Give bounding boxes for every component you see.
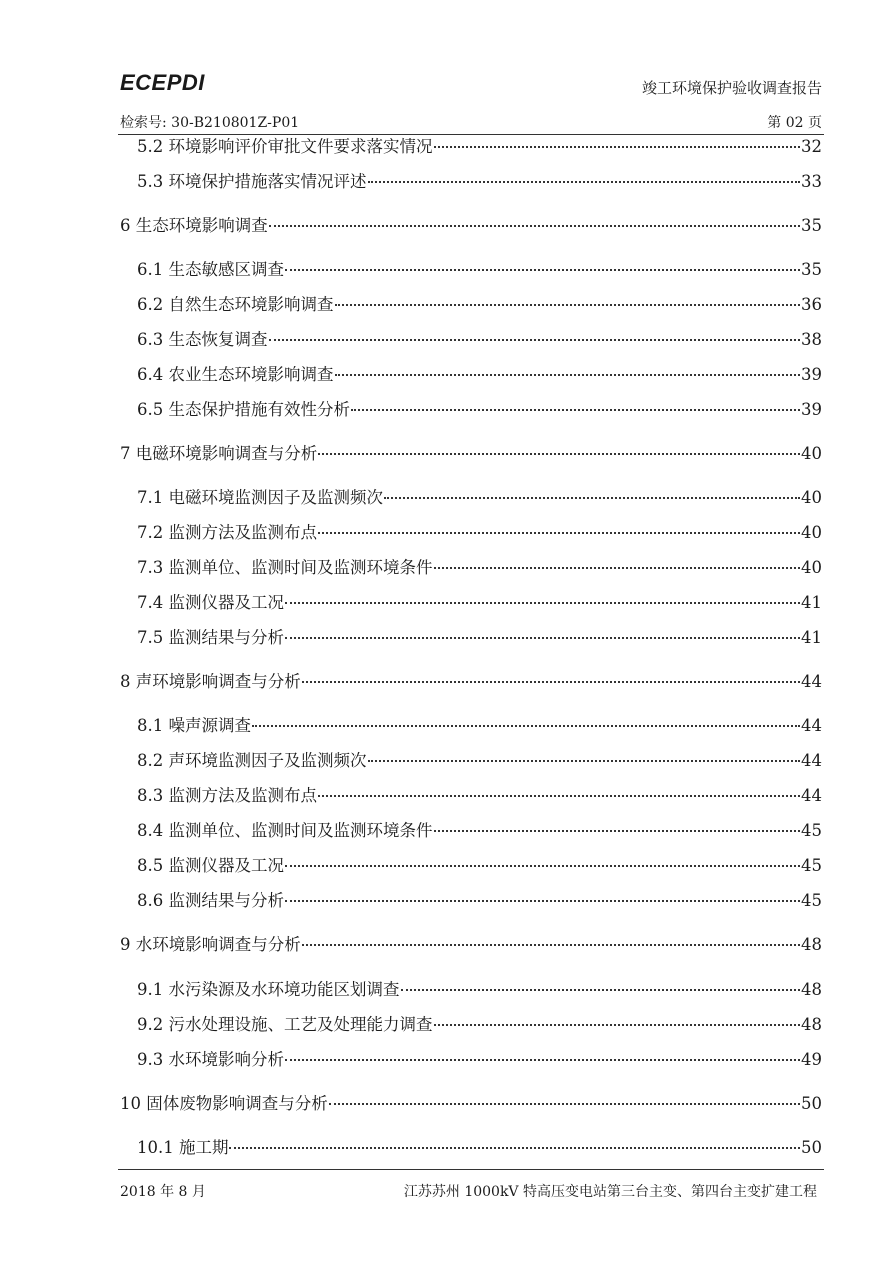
toc-section-entry[interactable] (137, 1015, 822, 1037)
toc-entry-page: 45 (801, 821, 822, 840)
toc-section-entry[interactable] (137, 628, 822, 650)
toc-entry-number: 9 (120, 935, 136, 954)
toc-chapter-entry[interactable] (120, 672, 822, 694)
toc-entry-title: 声环境监测因子及监测频次 (168, 751, 367, 770)
toc-dot-leader (229, 1147, 800, 1149)
toc-entry-title: 声环境影响调查与分析 (135, 672, 301, 691)
toc-dot-leader (318, 532, 800, 534)
toc-dot-leader (434, 146, 801, 148)
toc-entry-page: 33 (801, 172, 822, 191)
toc-entry-page: 41 (801, 628, 822, 647)
toc-dot-leader (285, 1059, 800, 1061)
toc-chapter-entry[interactable] (120, 216, 822, 238)
toc-dot-leader (285, 602, 800, 604)
toc-entry-title: 监测结果与分析 (168, 628, 284, 647)
toc-entry-title: 监测单位、监测时间及监测环境条件 (168, 821, 433, 840)
toc-section-entry[interactable] (137, 172, 822, 194)
toc-section-entry[interactable] (137, 1138, 822, 1160)
toc-dot-leader (302, 681, 800, 683)
toc-chapter-entry[interactable] (120, 935, 822, 957)
toc-entry-title: 监测单位、监测时间及监测环境条件 (168, 558, 433, 577)
toc-entry-title: 噪声源调查 (168, 716, 251, 735)
toc-dot-leader (285, 865, 800, 867)
toc-dot-leader (351, 409, 800, 411)
toc-dot-leader (434, 830, 801, 832)
toc-entry-number: 6 (120, 216, 136, 235)
toc-section-entry[interactable] (137, 488, 822, 510)
toc-entry-number: 6.4 (137, 365, 169, 384)
toc-entry-number: 7.4 (137, 593, 169, 612)
toc-section-entry[interactable] (137, 751, 822, 773)
toc-entry-page: 35 (801, 216, 822, 235)
page-number: 第 02 页 (767, 115, 822, 131)
toc-entry-number: 10 (120, 1094, 147, 1113)
toc-entry-title: 水环境影响分析 (168, 1050, 284, 1069)
toc-entry-number: 6.2 (137, 295, 169, 314)
toc-dot-leader (329, 1103, 800, 1105)
report-title: 竣工环境保护验收调查报告 (641, 79, 822, 97)
toc-section-entry[interactable] (137, 330, 822, 352)
toc-entry-number: 8 (120, 672, 136, 691)
toc-entry-title: 自然生态环境影响调查 (168, 295, 334, 314)
logo: ECEPDI (120, 70, 205, 95)
toc-entry-page: 44 (801, 716, 822, 735)
footer-rule (118, 1169, 824, 1170)
toc-section-entry[interactable] (137, 821, 822, 843)
toc-entry-page: 48 (801, 1015, 822, 1034)
toc-entry-title: 监测方法及监测布点 (168, 523, 317, 542)
toc-entry-number: 7.1 (137, 488, 169, 507)
toc-entry-page: 32 (801, 137, 822, 156)
document-number: 检索号: 30-B210801Z-P01 (120, 115, 300, 131)
toc-section-entry[interactable] (137, 856, 822, 878)
toc-entry-number: 8.2 (137, 751, 169, 770)
toc-entry-title: 水污染源及水环境功能区划调查 (168, 980, 400, 999)
toc-entry-page: 44 (801, 786, 822, 805)
toc-chapter-entry[interactable] (120, 1094, 822, 1116)
toc-entry-number: 6.3 (137, 330, 169, 349)
toc-entry-page: 49 (801, 1050, 822, 1069)
toc-entry-page: 44 (801, 751, 822, 770)
toc-dot-leader (368, 760, 801, 762)
toc-section-entry[interactable] (137, 891, 822, 913)
footer-date: 2018 年 8 月 (120, 1184, 206, 1200)
toc-entry-number: 9.2 (137, 1015, 169, 1034)
toc-entry-title: 生态敏感区调查 (168, 260, 284, 279)
toc-dot-leader (285, 900, 800, 902)
toc-entry-title: 农业生态环境影响调查 (168, 365, 334, 384)
toc-entry-title: 电磁环境监测因子及监测频次 (168, 488, 383, 507)
toc-dot-leader (269, 225, 800, 227)
toc-entry-title: 生态保护措施有效性分析 (168, 400, 350, 419)
toc-entry-number: 6.1 (137, 260, 169, 279)
toc-entry-title: 电磁环境影响调查与分析 (135, 444, 318, 463)
toc-entry-number: 8.6 (137, 891, 169, 910)
toc-entry-title: 水环境影响调查与分析 (135, 935, 301, 954)
toc-section-entry[interactable] (137, 137, 822, 159)
toc-entry-page: 48 (801, 935, 822, 954)
toc-entry-page: 39 (801, 400, 822, 419)
toc-dot-leader (368, 181, 801, 183)
toc-entry-number: 8.5 (137, 856, 169, 875)
toc-entry-number: 9.3 (137, 1050, 169, 1069)
toc-dot-leader (318, 795, 800, 797)
toc-dot-leader (335, 374, 801, 376)
toc-section-entry[interactable] (137, 593, 822, 615)
toc-entry-title: 施工期 (178, 1138, 229, 1157)
header-rule (118, 134, 824, 135)
toc-chapter-entry[interactable] (120, 444, 822, 466)
toc-dot-leader (269, 339, 801, 341)
toc-entry-title: 生态环境影响调查 (135, 216, 268, 235)
toc-entry-number: 8.3 (137, 786, 169, 805)
toc-section-entry[interactable] (137, 980, 822, 1002)
toc-entry-number: 8.4 (137, 821, 169, 840)
toc-dot-leader (285, 637, 800, 639)
toc-entry-title: 固体废物影响调查与分析 (146, 1094, 328, 1113)
toc-entry-page: 45 (801, 856, 822, 875)
toc-section-entry[interactable] (137, 365, 822, 387)
toc-entry-page: 50 (801, 1138, 822, 1157)
toc-entry-title: 污水处理设施、工艺及处理能力调查 (168, 1015, 433, 1034)
toc-entry-title: 环境保护措施落实情况评述 (168, 172, 367, 191)
toc-entry-page: 40 (801, 558, 822, 577)
toc-entry-title: 监测结果与分析 (168, 891, 284, 910)
toc-entry-page: 38 (801, 330, 822, 349)
toc-dot-leader (384, 497, 800, 499)
toc-section-entry[interactable] (137, 786, 822, 808)
toc-dot-leader (252, 725, 800, 727)
toc-entry-title: 生态恢复调查 (168, 330, 268, 349)
toc-entry-page: 36 (801, 295, 822, 314)
toc-entry-number: 8.1 (137, 716, 169, 735)
toc-entry-number: 6.5 (137, 400, 169, 419)
toc-dot-leader (302, 944, 800, 946)
toc-dot-leader (434, 567, 801, 569)
toc-section-entry[interactable] (137, 523, 822, 545)
toc-entry-title: 监测方法及监测布点 (168, 786, 317, 805)
toc-section-entry[interactable] (137, 260, 822, 282)
toc-entry-page: 40 (801, 523, 822, 542)
toc-entry-page: 40 (801, 444, 822, 463)
toc-entry-page: 50 (801, 1094, 822, 1113)
toc-dot-leader (318, 453, 800, 455)
toc-dot-leader (434, 1024, 801, 1026)
toc-dot-leader (335, 304, 801, 306)
toc-entry-title: 监测仪器及工况 (168, 856, 284, 875)
toc-entry-number: 7.2 (137, 523, 169, 542)
toc-entry-number: 7.3 (137, 558, 169, 577)
toc-section-entry[interactable] (137, 558, 822, 580)
toc-entry-number: 5.3 (137, 172, 169, 191)
toc-entry-page: 48 (801, 980, 822, 999)
toc-entry-page: 35 (801, 260, 822, 279)
toc-entry-page: 45 (801, 891, 822, 910)
toc-entry-number: 5.2 (137, 137, 169, 156)
toc-entry-page: 39 (801, 365, 822, 384)
toc-dot-leader (285, 269, 800, 271)
toc-entry-page: 44 (801, 672, 822, 691)
toc-entry-number: 10.1 (137, 1138, 179, 1157)
toc-entry-page: 41 (801, 593, 822, 612)
toc-dot-leader (401, 989, 801, 991)
toc-entry-page: 40 (801, 488, 822, 507)
toc-entry-title: 监测仪器及工况 (168, 593, 284, 612)
toc-section-entry[interactable] (137, 400, 822, 422)
toc-entry-number: 7.5 (137, 628, 169, 647)
toc-section-entry[interactable] (137, 716, 822, 738)
toc-section-entry[interactable] (137, 1050, 822, 1072)
toc-entry-number: 9.1 (137, 980, 169, 999)
toc-entry-title: 环境影响评价审批文件要求落实情况 (168, 137, 433, 156)
toc-section-entry[interactable] (137, 295, 822, 317)
toc-entry-number: 7 (120, 444, 136, 463)
footer-project-name: 江苏苏州 1000kV 特高压变电站第三台主变、第四台主变扩建工程 (403, 1184, 817, 1200)
